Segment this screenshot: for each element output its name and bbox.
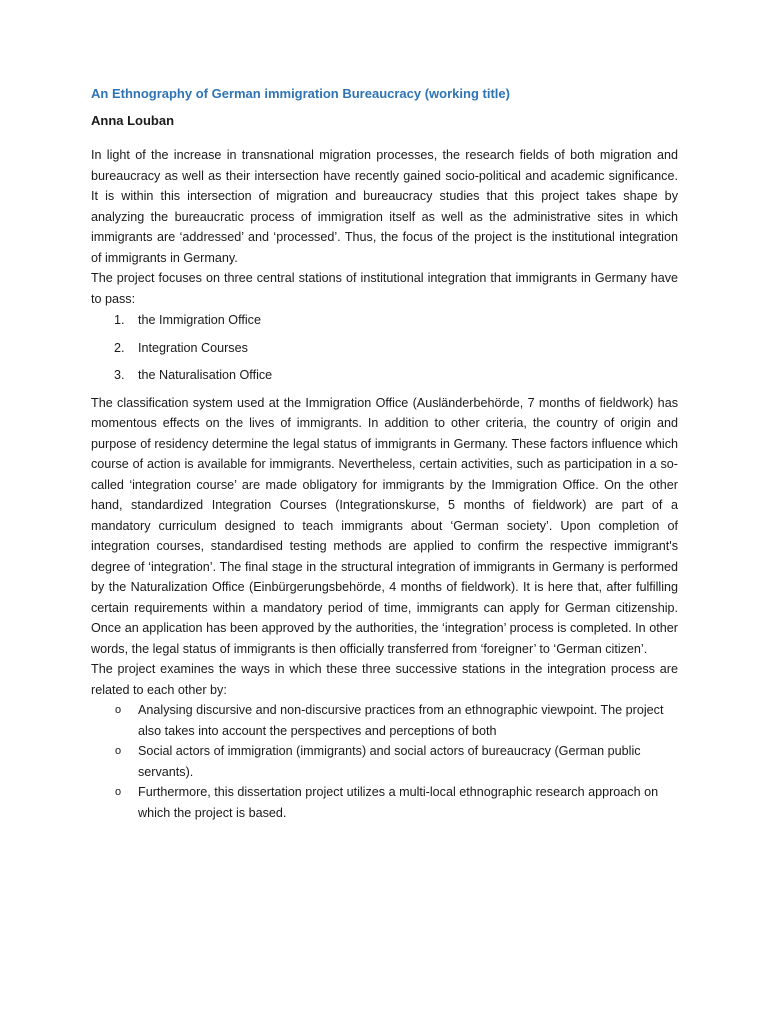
list-item-text: Analysing discursive and non-discursive practices from an ethnographic viewpoint. The project also takes into account the perspectives and perceptions of both [138, 703, 664, 738]
list-item-text: the Immigration Office [138, 313, 261, 327]
list-item [91, 741, 678, 782]
list-number: 3. [114, 368, 125, 382]
list-number: 1. [114, 313, 125, 327]
stations-list [91, 310, 678, 386]
list-item [91, 782, 678, 823]
stations-intro-paragraph: The project focuses on three central stations of institutional integration that immigrants in Germany have to pass: [91, 271, 678, 306]
classification-paragraph: The classification system used at the Immigration Office (Ausländerbehörde, 7 months of fieldwork) has momentous effects on the lives of immigrants. In addition to other criteria, the country of origin and purpose of residency determine the legal status of immigrants in Germany. These factors influence which course of action is available for immigrants. Nevertheless, certain activities, such as participation in a so-called ‘integration course’ are made obligatory for immigrants by the Immigration Office. On the other hand, standardized Integration Courses (Integrationskurse, 5 months of fieldwork) are part of a mandatory curriculum designed to teach immigrants about ‘German society’. Upon completion of integration courses, standardised testing methods are applied to confirm the respective immigrant's degree of ‘integration’. The final stage in the structural integration of immigrants in Germany is performed by the Naturalization Office (Einbürgerungsbehörde, 4 months of fieldwork). It is here that, after fulfilling certain requirements within a mandatory period of time, immigrants can apply for German citizenship. Once an application has been approved by the authorities, the ‘integration’ process is completed. In other words, the legal status of immigrants is then officially transferred from ‘foreigner’ to ‘German citizen’. [91, 395, 678, 656]
examination-paragraph: The project examines the ways in which these three successive stations in the integration process are related to each other by: [91, 662, 678, 697]
list-item [91, 338, 678, 359]
list-item [91, 700, 678, 741]
approach-list [91, 700, 678, 823]
bullet-marker: o [115, 745, 122, 757]
list-number: 2. [114, 340, 125, 355]
list-item-text: Integration Courses [138, 340, 248, 355]
list-item [91, 365, 678, 386]
author-name: Anna Louban [91, 113, 175, 128]
bullet-marker: o [115, 704, 122, 716]
list-item-text: Furthermore, this dissertation project utilizes a multi-local ethnographic research approach on which the project is based. [138, 785, 659, 820]
list-item-text: the Naturalisation Office [138, 368, 273, 382]
bullet-marker: o [115, 786, 122, 798]
intro-paragraph: In light of the increase in transnational migration processes, the research fields of both migration and bureaucracy as well as their intersection have recently gained socio-political and academic significance. It is within this intersection of migration and bureaucracy studies that this project takes shape by analyzing the bureaucratic process of immigration itself as well as the administrative sites in which immigrants are ‘addressed’ and ‘processed’. Thus, the focus of the project is the institutional integration of immigrants in Germany. [91, 148, 678, 265]
document-title: An Ethnography of German immigration Bureaucracy (working title) [91, 86, 510, 101]
list-item-text: Social actors of immigration (immigrants) and social actors of bureaucracy (German public servants). [138, 744, 641, 779]
list-item [91, 310, 678, 331]
